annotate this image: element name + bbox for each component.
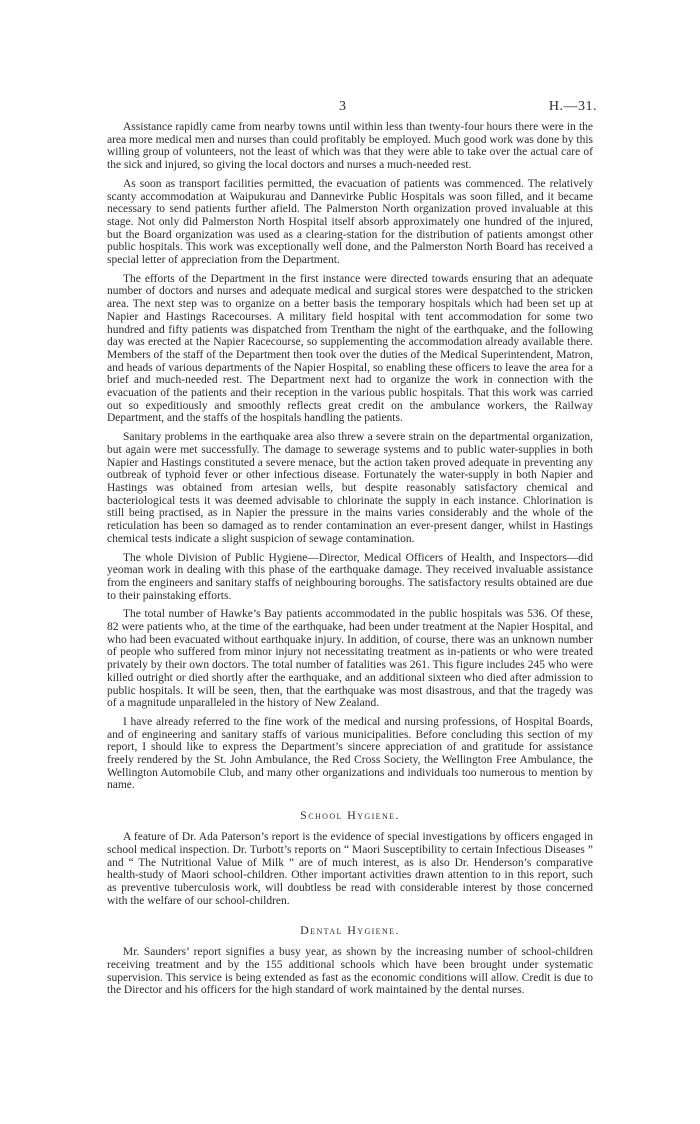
paragraph-dental-hygiene: Mr. Saunders’ report signifies a busy year, as shown by the increasing number of school-children receiving treatment and by the 155 additional schools which have been brought under systematic supervision. This service is being extended as fast as the economic conditions will allow. Credit is due to the Director and his officers for the high standard of work maintained by the dental nurses. (107, 946, 593, 997)
page-number: 3 (339, 99, 346, 114)
paragraph-school-hygiene: A feature of Dr. Ada Paterson’s report is the evidence of special investigations by officers engaged in school medical inspection. Dr. Turbott’s reports on “ Maori Susceptibility to certain Infectious Diseases ” and “ The Nutritional Value of Milk ” are of much interest, as is also Dr. Henderson’s comparative health-study of Maori school-children. Other important activities drawn attention to in this report, such as preventive tuberculosis work, will doubtless be read with considerable interest by those concerned with the welfare of our school-children. (107, 831, 593, 907)
paragraph-public-hygiene: The whole Division of Public Hygiene—Director, Medical Officers of Health, and Inspectors—did yeoman work in dealing with this phase of the earthquake damage. They received invaluable assistance from the engineers and sanitary staffs of neighbouring boroughs. The satisfactory results obtained are due to their painstaking efforts. (107, 551, 593, 602)
document-code: H.—31. (548, 99, 597, 114)
paragraph-evacuation: As soon as transport facilities permitted, the evacuation of patients was commenced. The relatively scanty accommodation at Waipukurau and Dannevirke Public Hospitals was soon filled, and it became necessary to send patients further afield. The Palmerston North organization proved invaluable at this stage. Not only did Palmerston North Hospital itself absorb approximately one hundred of the injured, but the Board organization was used as a clearing-station for the distribution of patients amongst other public hospitals. This work was exceptionally well done, and the Palmerston North Board has received a special letter of appreciation from the Department. (107, 177, 593, 267)
section-heading-school-hygiene: School Hygiene. (300, 808, 400, 823)
paragraph-department-efforts: The efforts of the Department in the first instance were directed towards ensuring that an adequate number of doctors and nurses and adequate medical and surgical stores were despatched to the stricken area. The next step was to organize on a better basis the temporary hospitals which had been set up at Napier and Hastings Racecourses. A military field hospital with tent accommodation for some two hundred and fifty patients was dispatched from Trentham the night of the earthquake, and the following day was erected at the Napier Racecourse, so supplementing the accommodation already available there. Members of the staff of the Department then took over the duties of the Medical Superintendent, Matron, and heads of various departments of the Napier Hospital, so enabling these officers to leave the area for a brief and much-needed rest. The Department next had to organize the work in connection with the evacuation of the patients and their reception in the various public hospitals. That this work was carried out so expeditiously and smoothly reflects great credit on the ambulance workers, the Railway Department, and the staffs of the hospitals handling the patients. (107, 272, 593, 425)
paragraph-sanitary-problems: Sanitary problems in the earthquake area also threw a severe strain on the departmental organization, but again were met successfully. The damage to sewerage systems and to public water-supplies in both Napier and Hastings constituted a severe menace, but the action taken proved adequate in preventing any outbreak of typhoid fever or other infectious disease. Fortunately the water-supply in both Napier and Hastings was obtained from artesian wells, but despite reasonably satisfactory chemical and bacteriological tests it was deemed advisable to chlorinate the supply in each instance. Chlorination is still being practised, as in Napier the pressure in the mains varies considerably and the whole of the reticulation has been so damaged as to render contamination an ever-present danger, whilst in Hastings chemical tests indicate a slight suspicion of sewage contamination. (107, 431, 593, 545)
section-heading-dental-hygiene: Dental Hygiene. (300, 923, 400, 938)
paragraph-assistance: Assistance rapidly came from nearby towns until within less than twenty-four hours there were in the area more medical men and nurses than could profitably be employed. Much good work was done by this willing group of volunteers, not the least of which was that they were able to take over the actual care of the sick and injured, so giving the local doctors and nurses a much-needed rest. (107, 121, 593, 172)
report-body (107, 121, 593, 1003)
paragraph-appreciation: I have already referred to the fine work of the medical and nursing professions, of Hospital Boards, and of engineering and sanitary staffs of various municipalities. Before concluding this section of my report, I should like to express the Department’s sincere appreciation of and gratitude for assistance freely rendered by the St. John Ambulance, the Red Cross Society, the Wellington Free Ambulance, the Wellington Automobile Club, and many other organizations and individuals too numerous to mention by name. (107, 715, 593, 792)
paragraph-patient-totals: The total number of Hawke’s Bay patients accommodated in the public hospitals was 536. Of these, 82 were patients who, at the time of the earthquake, had been under treatment at the Napier Hospital, and who had been evacuated without earthquake injury. In addition, of course, there was an unknown number of people who suffered from minor injury not necessitating treatment as in-patients or who were treated privately by their own doctors. The total number of fatalities was 261. This figure includes 245 who were killed outright or died shortly after the earthquake, and an additional sixteen who died after admission to public hospitals. It will be seen, then, that the earthquake was most disastrous, and that the tragedy was of a magnitude unparalleled in the history of New Zealand. (107, 608, 593, 710)
page-header (0, 99, 700, 119)
